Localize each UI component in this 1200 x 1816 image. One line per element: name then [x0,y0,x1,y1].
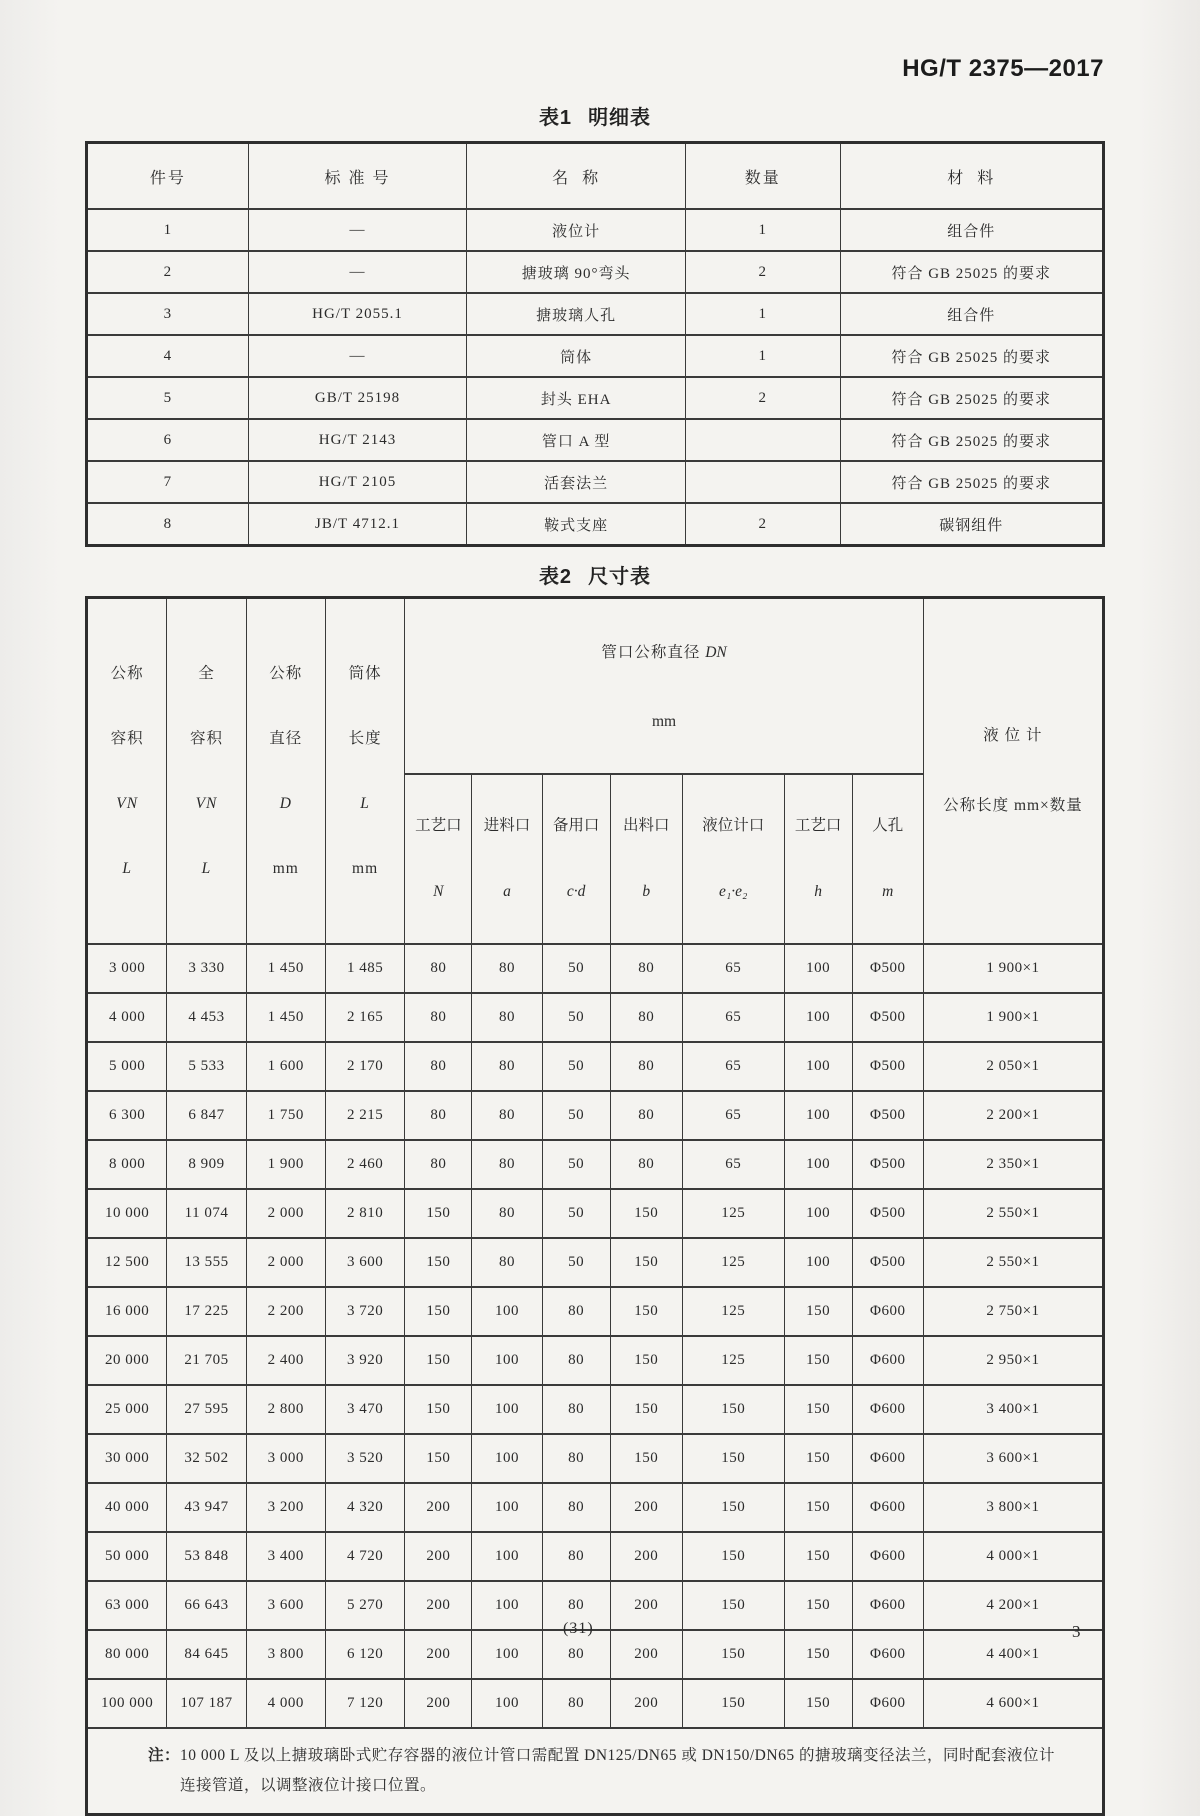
table-cell: 100 [784,1091,852,1140]
table-cell: 107 187 [167,1679,246,1728]
table-row [87,993,1104,1042]
table-cell: Φ600 [852,1434,923,1483]
table-cell: 25 000 [87,1385,167,1434]
table2-title-name: 尺寸表 [588,566,652,588]
table-cell: 7 120 [325,1679,404,1728]
table-cell: 2 [685,377,840,419]
table1-title-no: 表1 [538,107,573,129]
table-cell: 150 [784,1483,852,1532]
table-cell: 3 [87,293,249,335]
note-label: 注： [148,1747,181,1764]
table-cell: 鞍式支座 [467,503,686,546]
table-cell: 3 200 [246,1483,325,1532]
table-cell: 200 [405,1483,472,1532]
table-cell: 125 [682,1287,784,1336]
table-cell: 150 [405,1385,472,1434]
table-cell: 3 000 [246,1434,325,1483]
table-cell: 80 [405,1091,472,1140]
note [90,1731,1100,1811]
table-cell: 80 [472,1189,542,1238]
table-cell: 4 200×1 [923,1581,1103,1630]
table1-title [85,101,1105,130]
table-cell: 150 [405,1189,472,1238]
table-cell: 6 847 [167,1091,246,1140]
table-cell: 6 120 [325,1630,404,1679]
note-row [87,1728,1104,1815]
table-cell: 2 000 [246,1238,325,1287]
note-cell [87,1728,1104,1815]
table-cell: — [248,251,467,293]
table-cell: 150 [610,1434,682,1483]
column-header-full-volume: 全 容积 VN L [167,598,246,945]
table-cell: 150 [784,1434,852,1483]
table-cell: 80 [542,1532,610,1581]
table-cell: 80 [405,993,472,1042]
table-cell: 4 000×1 [923,1532,1103,1581]
table-cell: 13 555 [167,1238,246,1287]
table-cell: Φ600 [852,1581,923,1630]
table-cell: 1 900×1 [923,993,1103,1042]
table-cell: 150 [610,1189,682,1238]
table-cell: 65 [682,1091,784,1140]
table-cell: 80 [610,1042,682,1091]
table-cell: 4 453 [167,993,246,1042]
column-header-manhole-m: 人孔 m [852,774,923,944]
table-cell: 2 800 [246,1385,325,1434]
table-cell: Φ600 [852,1532,923,1581]
table-row [87,1630,1104,1679]
table-cell: 8 909 [167,1140,246,1189]
center-page-number: (31) [563,1620,594,1637]
table-cell: 11 074 [167,1189,246,1238]
column-header: 材 料 [840,143,1103,210]
table-cell: 6 [87,419,249,461]
column-header: 名 称 [467,143,686,210]
table-cell: 100 [472,1483,542,1532]
table-cell: 50 [542,1091,610,1140]
table-cell: 2 [87,251,249,293]
table-cell: 3 330 [167,944,246,993]
table-cell: 30 000 [87,1434,167,1483]
table-cell: 200 [405,1581,472,1630]
table-cell: 组合件 [840,209,1103,251]
table2-title [85,560,1105,589]
table-cell: 80 000 [87,1630,167,1679]
table-cell: 80 [542,1385,610,1434]
table-cell: 6 300 [87,1091,167,1140]
dimensions-header-row-top [87,598,1104,775]
table-cell: 5 [87,377,249,419]
table-cell: Φ500 [852,1189,923,1238]
table-cell: 80 [472,1238,542,1287]
table-cell: 43 947 [167,1483,246,1532]
table-cell: 65 [682,993,784,1042]
table-cell: 50 [542,993,610,1042]
table-cell: 80 [542,1483,610,1532]
table-cell: 50 [542,1189,610,1238]
table-cell: 2 050×1 [923,1042,1103,1091]
table-cell: 125 [682,1238,784,1287]
table-cell: 80 [472,993,542,1042]
table-cell: 1 450 [246,993,325,1042]
table-cell: HG/T 2105 [248,461,467,503]
table-cell: 80 [542,1630,610,1679]
table-cell: 80 [405,1140,472,1189]
table-cell: 100 [472,1287,542,1336]
table-cell: 1 600 [246,1042,325,1091]
column-header-shell-length: 筒体 长度 L mm [325,598,404,945]
table1-title-name: 明细表 [588,107,652,129]
table-cell: 200 [405,1679,472,1728]
table-cell: 20 000 [87,1336,167,1385]
table-cell: 3 720 [325,1287,404,1336]
table-cell: 2 550×1 [923,1238,1103,1287]
table-cell: 80 [472,1042,542,1091]
table-cell: 100 [784,993,852,1042]
table-row [87,944,1104,993]
table-cell: Φ600 [852,1336,923,1385]
table-cell: 150 [682,1385,784,1434]
table-cell: 1 [87,209,249,251]
table-cell: 150 [784,1385,852,1434]
table-row [87,293,1104,335]
table-cell: 50 [542,1140,610,1189]
page-number: 3 [1072,1622,1081,1641]
table-cell: 100 [472,1630,542,1679]
table-cell: 5 270 [325,1581,404,1630]
table-cell: 150 [682,1679,784,1728]
table-row [87,251,1104,293]
dimensions-table-body [87,944,1104,1728]
table-cell: 150 [610,1238,682,1287]
table-cell: 150 [405,1336,472,1385]
table-cell: 4 320 [325,1483,404,1532]
column-header-discharge-nozzle-b: 出料口 b [610,774,682,944]
table-row [87,1238,1104,1287]
table-cell: 2 750×1 [923,1287,1103,1336]
table-cell: Φ500 [852,1238,923,1287]
table-cell: 2 400 [246,1336,325,1385]
table-cell: Φ600 [852,1483,923,1532]
table-cell: 100 [784,1042,852,1091]
table-cell: 100 [472,1532,542,1581]
table-cell: Φ600 [852,1287,923,1336]
table-cell: 3 000 [87,944,167,993]
table-row [87,1042,1104,1091]
table-cell: 150 [682,1532,784,1581]
table-cell [685,419,840,461]
table-cell: 80 [542,1287,610,1336]
table-cell: 200 [610,1630,682,1679]
table-cell: 84 645 [167,1630,246,1679]
parts-table-body [87,209,1104,546]
table-cell: Φ500 [852,1042,923,1091]
table-cell: Φ500 [852,1091,923,1140]
table-cell: 1 450 [246,944,325,993]
standard-number: HG/T 2375—2017 [902,55,1104,82]
table-cell: 1 900×1 [923,944,1103,993]
table-cell: 3 600 [325,1238,404,1287]
column-header-process-nozzle-h: 工艺口 h [784,774,852,944]
table-row [87,1483,1104,1532]
table-cell: 150 [784,1679,852,1728]
column-header: 标 准 号 [248,143,467,210]
parts-table [85,141,1105,547]
table-cell: 1 [685,209,840,251]
table-cell: 50 [542,1042,610,1091]
table2-title-no: 表2 [538,566,573,588]
table-cell: 1 [685,335,840,377]
table-cell: 1 485 [325,944,404,993]
table-cell: 63 000 [87,1581,167,1630]
column-header-nominal-volume: 公称 容积 VN L [87,598,167,945]
table-cell: — [248,209,467,251]
column-header-feed-nozzle-a: 进料口 a [472,774,542,944]
table-row [87,419,1104,461]
table-cell: 17 225 [167,1287,246,1336]
table-row [87,1287,1104,1336]
table-cell: JB/T 4712.1 [248,503,467,546]
table-cell: 符合 GB 25025 的要求 [840,461,1103,503]
table-cell: HG/T 2143 [248,419,467,461]
table-row [87,209,1104,251]
table-cell: 8 000 [87,1140,167,1189]
table-row [87,1532,1104,1581]
table-cell: Φ500 [852,1140,923,1189]
table-row [87,1581,1104,1630]
table-cell: 8 [87,503,249,546]
table-cell: 100 [784,944,852,993]
table-cell: 150 [784,1630,852,1679]
table-cell: 2 810 [325,1189,404,1238]
table-cell: 65 [682,1042,784,1091]
table-cell: 2 460 [325,1140,404,1189]
table-row [87,1385,1104,1434]
table-cell: 筒体 [467,335,686,377]
table-cell: 150 [682,1581,784,1630]
table-cell: 3 800 [246,1630,325,1679]
table-cell: 2 350×1 [923,1140,1103,1189]
table-cell: 2 215 [325,1091,404,1140]
table-cell: 80 [610,1140,682,1189]
table-cell: 80 [405,1042,472,1091]
table-cell: 53 848 [167,1532,246,1581]
table-cell: 5 000 [87,1042,167,1091]
table-cell: 100 [784,1238,852,1287]
table-cell: 16 000 [87,1287,167,1336]
table-cell: 4 000 [246,1679,325,1728]
table-cell: 3 920 [325,1336,404,1385]
table-cell: 65 [682,1140,784,1189]
table-cell: 4 720 [325,1532,404,1581]
table-cell: 80 [610,993,682,1042]
table-cell: 活套法兰 [467,461,686,503]
table-cell: 27 595 [167,1385,246,1434]
table-cell: 1 900 [246,1140,325,1189]
table-cell: 3 600 [246,1581,325,1630]
table-cell: 80 [472,1091,542,1140]
table-cell: 150 [610,1287,682,1336]
table-cell: 4 000 [87,993,167,1042]
table-row [87,1336,1104,1385]
table-cell: 21 705 [167,1336,246,1385]
table-cell: 150 [784,1336,852,1385]
table-cell: 2 [685,503,840,546]
level-gauge-header: 液 位 计 公称长度 mm×数量 [923,598,1103,945]
table-cell: Φ600 [852,1630,923,1679]
table-cell: GB/T 25198 [248,377,467,419]
table-cell: 4 400×1 [923,1630,1103,1679]
table-cell: — [248,335,467,377]
table-cell: 150 [784,1581,852,1630]
table-cell: 100 [472,1336,542,1385]
table-cell: Φ600 [852,1679,923,1728]
table-cell: Φ600 [852,1385,923,1434]
table-cell: 150 [682,1630,784,1679]
table-cell: 50 [542,1238,610,1287]
table-row [87,1679,1104,1728]
table-cell: 3 520 [325,1434,404,1483]
table-cell: 40 000 [87,1483,167,1532]
table-cell: 封头 EHA [467,377,686,419]
table-cell: 150 [610,1385,682,1434]
table-cell: 50 [542,944,610,993]
table-cell: 3 470 [325,1385,404,1434]
table-cell: 32 502 [167,1434,246,1483]
table-cell: 2 200×1 [923,1091,1103,1140]
column-header-nominal-diameter: 公称 直径 D mm [246,598,325,945]
table-cell: 碳钢组件 [840,503,1103,546]
column-header-spare-nozzle-cd: 备用口 c·d [542,774,610,944]
table-cell: 100 [472,1679,542,1728]
table-cell: 1 750 [246,1091,325,1140]
table-cell: 100 [784,1189,852,1238]
table-cell: 125 [682,1336,784,1385]
table-cell: 200 [610,1532,682,1581]
table-cell: 150 [610,1336,682,1385]
table-cell: 符合 GB 25025 的要求 [840,419,1103,461]
table-cell: 100 [784,1140,852,1189]
table-cell: 4 [87,335,249,377]
table-cell: 搪玻璃人孔 [467,293,686,335]
table-row [87,1140,1104,1189]
table-cell: 150 [405,1434,472,1483]
table-cell: 80 [472,1140,542,1189]
table-cell: 2 000 [246,1189,325,1238]
table-cell: 2 170 [325,1042,404,1091]
table-cell: 66 643 [167,1581,246,1630]
column-header: 件号 [87,143,249,210]
table-row [87,461,1104,503]
table-cell: 150 [682,1434,784,1483]
table-cell: 100 [472,1385,542,1434]
table-cell: 液位计 [467,209,686,251]
table-cell: 150 [405,1287,472,1336]
table-cell: 组合件 [840,293,1103,335]
table-row [87,1189,1104,1238]
table-cell: 7 [87,461,249,503]
table-cell: HG/T 2055.1 [248,293,467,335]
table-cell: 1 [685,293,840,335]
table-cell: 150 [405,1238,472,1287]
table-cell: 3 800×1 [923,1483,1103,1532]
table-cell: 200 [405,1532,472,1581]
table-cell: 2 950×1 [923,1336,1103,1385]
table-cell: 125 [682,1189,784,1238]
table-cell: 5 533 [167,1042,246,1091]
table-cell: 80 [472,944,542,993]
table-cell: 3 600×1 [923,1434,1103,1483]
table-cell: 150 [784,1532,852,1581]
table-cell: 200 [610,1679,682,1728]
table-row [87,1091,1104,1140]
table-row [87,1434,1104,1483]
dimensions-table [85,596,1105,1816]
table-cell: 50 000 [87,1532,167,1581]
table-cell: 符合 GB 25025 的要求 [840,251,1103,293]
table-cell: 150 [682,1483,784,1532]
table-cell: 200 [610,1581,682,1630]
nozzle-group-header: 管口公称直径 DN mm [405,598,924,775]
table-cell: 2 [685,251,840,293]
column-header-process-nozzle-n: 工艺口 N [405,774,472,944]
table-cell: 80 [542,1679,610,1728]
table-row [87,335,1104,377]
table-cell: 符合 GB 25025 的要求 [840,335,1103,377]
table-row [87,377,1104,419]
table-cell: 10 000 [87,1189,167,1238]
table-row [87,503,1104,546]
table-cell: 100 [472,1581,542,1630]
parts-table-header-row [87,143,1104,210]
note-text: 10 000 L 及以上搪玻璃卧式贮存容器的液位计管口需配置 DN125/DN65 或 DN150/DN65 的搪玻璃变径法兰，同时配套液位计连接管道，以调整液位计接口位置。 [180,1747,1055,1794]
table-cell: 2 165 [325,993,404,1042]
table-cell: 150 [784,1287,852,1336]
table-cell: 80 [610,1091,682,1140]
column-header: 数量 [685,143,840,210]
table-cell: 80 [610,944,682,993]
table-cell: 管口 A 型 [467,419,686,461]
table-cell: 65 [682,944,784,993]
table-cell: 搪玻璃 90°弯头 [467,251,686,293]
table-cell: 80 [542,1434,610,1483]
table-cell: 100 000 [87,1679,167,1728]
table-cell: Φ500 [852,944,923,993]
table-cell: 3 400 [246,1532,325,1581]
table-cell: Φ500 [852,993,923,1042]
table-cell: 4 600×1 [923,1679,1103,1728]
table-cell: 100 [472,1434,542,1483]
table-cell: 2 200 [246,1287,325,1336]
table-cell: 2 550×1 [923,1189,1103,1238]
table-cell: 80 [542,1336,610,1385]
table-cell: 80 [542,1581,610,1630]
table-cell: 80 [405,944,472,993]
table-cell: 200 [405,1630,472,1679]
table-cell: 符合 GB 25025 的要求 [840,377,1103,419]
table-cell: 200 [610,1483,682,1532]
table-cell: 3 400×1 [923,1385,1103,1434]
table-cell: 12 500 [87,1238,167,1287]
table-cell [685,461,840,503]
column-header-level-gauge-nozzle-e: 液位计口 e₁·e₂ [682,774,784,944]
